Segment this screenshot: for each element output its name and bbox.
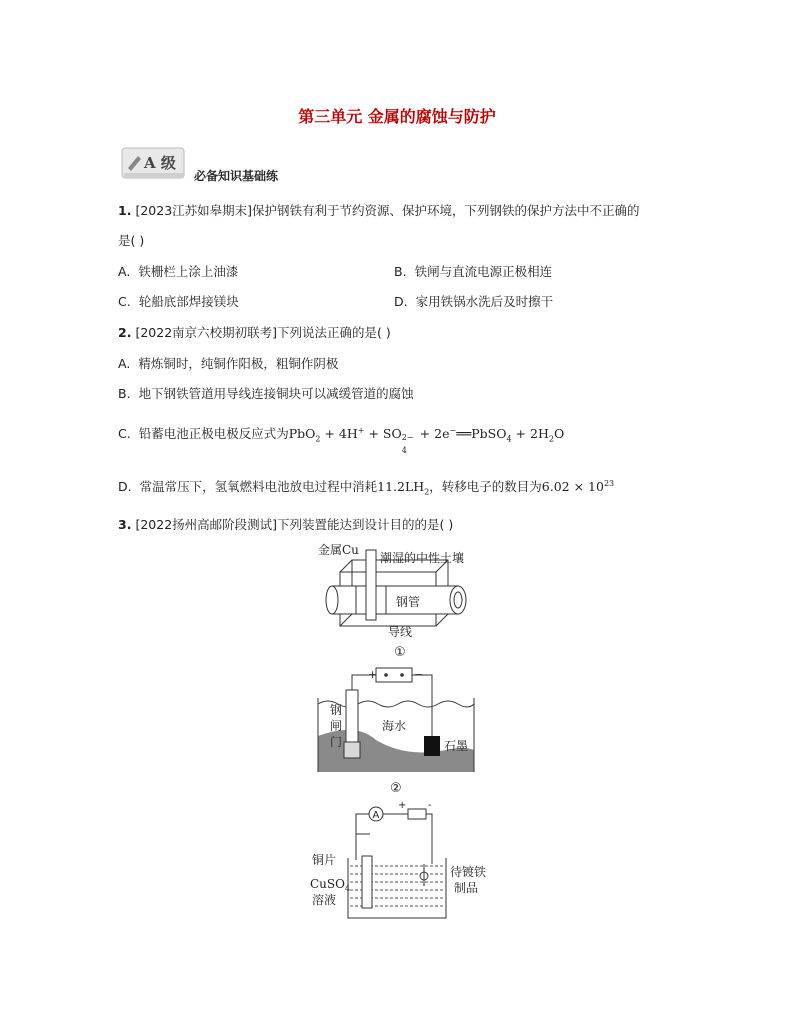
- option-text: 铁栅栏上涂上油漆: [138, 264, 239, 279]
- eq-part: PbO: [288, 426, 316, 441]
- num-part: 6.02 × 10: [541, 479, 604, 494]
- q1-stem-line2: 是( ): [118, 233, 145, 248]
- eq-part: O: [553, 426, 565, 441]
- copper-rod: [366, 550, 376, 620]
- label-iron-2: 制品: [454, 881, 479, 895]
- label-gate: 钢: [330, 703, 343, 717]
- num-exp: 23: [603, 478, 615, 488]
- minus-sign: -: [428, 800, 432, 811]
- q2-stem: [2022南京六校期初联考]下列说法正确的是( ): [135, 325, 391, 340]
- plus-sign: +: [398, 800, 407, 811]
- option-text: ，转移电子的数目为: [429, 479, 542, 494]
- option-text: 铁闸与直流电源正极相连: [414, 264, 553, 279]
- eq-part: + 2H: [511, 426, 549, 441]
- figure-2-seawater-diagram: [316, 662, 478, 800]
- cuso-sub: 4: [344, 884, 351, 893]
- level-caption: 必备知识基础练: [194, 169, 279, 183]
- q2-option-a[interactable]: [118, 356, 338, 372]
- eq-sub: 2: [315, 434, 321, 444]
- q3-stem: [2022扬州高邮阶段测试]下列装置能达到设计目的的是( ): [135, 517, 454, 532]
- eq-part: PbSO: [471, 426, 507, 441]
- question-number: 2.: [118, 325, 132, 340]
- option-text: 铅蓄电池正极电极反应式为: [138, 426, 289, 441]
- question-number: 3.: [118, 517, 132, 532]
- power-source: [376, 668, 412, 682]
- option-text: 地下钢铁管道用导线连接铜块可以减缓管道的腐蚀: [138, 386, 414, 401]
- label-soil: 潮湿的中性土壤: [380, 551, 465, 565]
- question-3-stem: [118, 517, 453, 533]
- option-text: 精炼铜时，纯铜作阳极，粗铜作阴极: [138, 356, 339, 371]
- label-cuso4: [310, 877, 350, 893]
- option-letter: A.: [118, 264, 131, 279]
- cuso-text: CuSO: [310, 877, 345, 891]
- option-letter: D.: [118, 479, 132, 494]
- eq-sup: −: [449, 425, 457, 435]
- label-gate: 闸: [330, 719, 343, 733]
- level-badge: [120, 146, 186, 180]
- eq-part: + 4H: [320, 426, 358, 441]
- q2-option-c[interactable]: [118, 425, 565, 455]
- label-pipe: 钢管: [396, 595, 421, 609]
- option-letter: A.: [118, 356, 131, 371]
- graphite-electrode: [424, 736, 440, 756]
- figure-3-plating-diagram: [306, 800, 490, 924]
- ammeter-label: A: [372, 810, 380, 821]
- page-title: 第三单元 金属的腐蚀与防护: [298, 107, 496, 126]
- dc-source: [408, 809, 426, 819]
- label-solution: 溶液: [312, 893, 337, 907]
- q1-option-c[interactable]: [118, 294, 239, 310]
- option-text: 常温常压下，氢氧燃料电池放电过程中消耗: [139, 479, 378, 494]
- copper-plate: [362, 856, 372, 908]
- label-graphite: 石墨: [444, 739, 469, 753]
- vol-sub: 2: [424, 487, 430, 497]
- minus-sign: −: [414, 668, 424, 681]
- figure-2-label: ②: [390, 781, 402, 796]
- avogadro: [542, 479, 614, 494]
- option-letter: C.: [118, 294, 131, 309]
- label-cu: 金属Cu: [318, 543, 359, 557]
- option-letter: B.: [394, 264, 407, 279]
- equation: [288, 425, 565, 455]
- eq-sub: 4: [506, 434, 512, 444]
- eq-equals: ══: [456, 426, 472, 441]
- eq-sub: 4: [401, 446, 407, 455]
- q1-option-b[interactable]: [394, 264, 552, 280]
- question-2-stem: [118, 325, 391, 341]
- q1-option-a[interactable]: [118, 264, 238, 280]
- plus-sign: +: [368, 668, 378, 681]
- eq-sup: +: [357, 425, 365, 435]
- option-letter: D.: [394, 294, 408, 309]
- question-1-stem: [118, 203, 640, 219]
- option-text: 轮船底部焊接镁块: [138, 294, 239, 309]
- option-letter: C.: [118, 426, 131, 441]
- q1-option-d[interactable]: [394, 294, 553, 310]
- level-badge-text: A 级: [144, 154, 176, 172]
- eq-part: + SO: [364, 426, 402, 441]
- q2-option-d[interactable]: [118, 479, 614, 495]
- eq-sub: 2: [548, 434, 554, 444]
- volume: [377, 479, 430, 497]
- vol-part: 11.2LH: [377, 479, 425, 494]
- eq-part: + 2e: [415, 426, 450, 441]
- steel-pipe: [332, 586, 458, 614]
- q1-stem-line1: [2023江苏如皋期末]保护钢铁有利于节约资源、保护环境，下列钢铁的保护方法中不正确的: [135, 203, 640, 218]
- figure-1-pipe-diagram: [310, 540, 490, 660]
- label-gate: 门: [330, 735, 343, 749]
- question-number: 1.: [118, 203, 132, 218]
- q2-option-b[interactable]: [118, 386, 414, 402]
- figure-1-label: ①: [394, 645, 406, 660]
- label-wire: 导线: [388, 625, 413, 639]
- option-letter: B.: [118, 386, 131, 401]
- eq-sup: 2−: [401, 433, 414, 442]
- option-text: 家用铁锅水洗后及时擦干: [415, 294, 554, 309]
- label-iron-1: 待镀铁: [450, 865, 487, 879]
- label-copper: 铜片: [312, 853, 337, 867]
- label-sea: 海水: [382, 719, 407, 733]
